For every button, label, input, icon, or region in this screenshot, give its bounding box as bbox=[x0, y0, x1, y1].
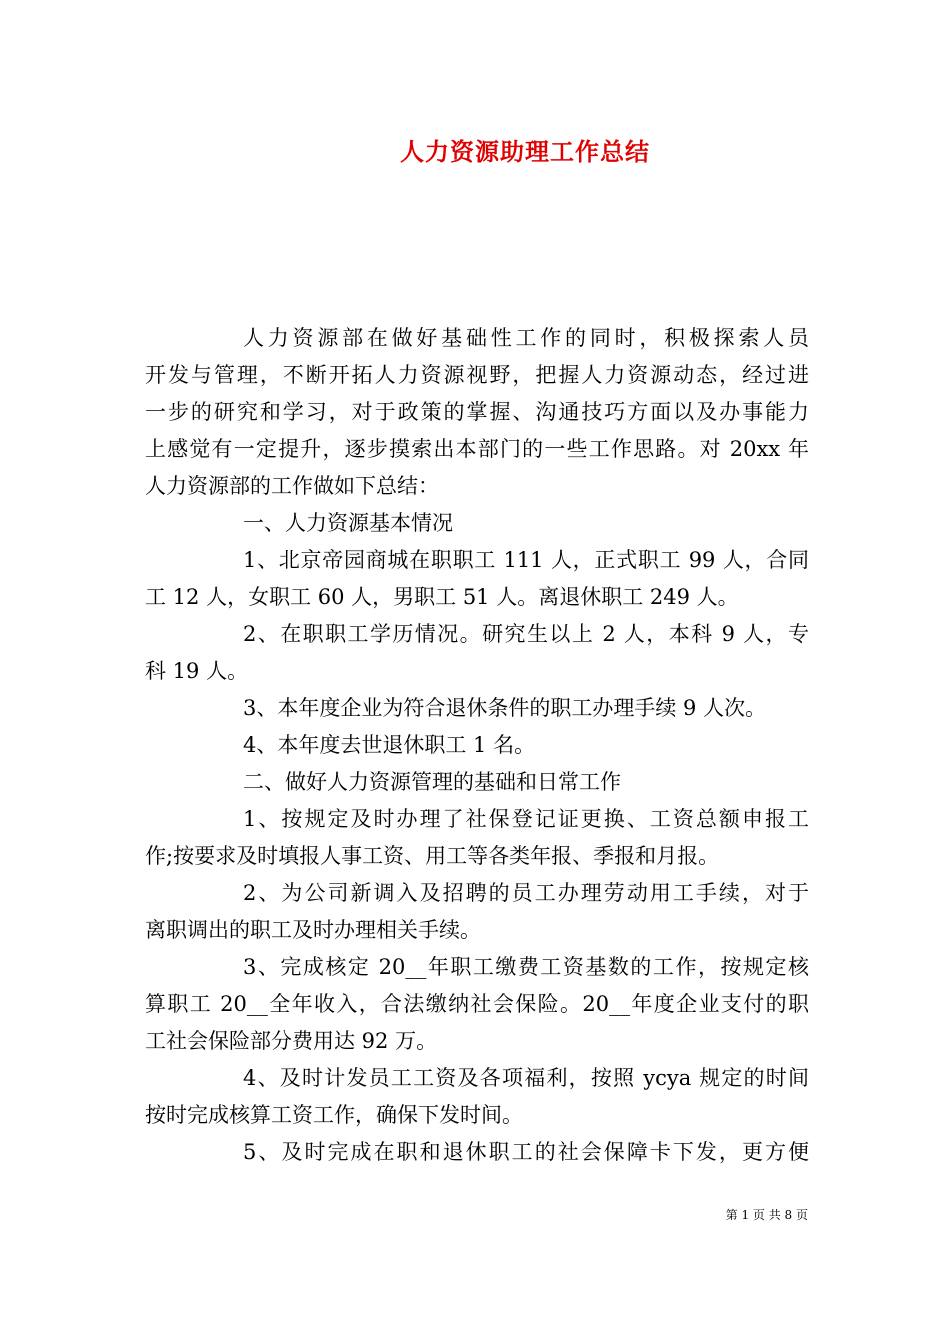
paragraph-line: 3、本年度企业为符合退休条件的职工办理手续 9 人次。 bbox=[243, 696, 767, 720]
paragraph-line: 算职工 20__全年收入，合法缴纳社会保险。20__年度企业支付的职 bbox=[145, 992, 809, 1016]
paragraph-line: 离职调出的职工及时办理相关手续。 bbox=[145, 918, 481, 942]
paragraph-line: 按时完成核算工资工作，确保下发时间。 bbox=[145, 1103, 523, 1127]
page-number-footer: 第 1 页 共 8 页 bbox=[725, 1208, 808, 1222]
paragraph-line: 工社会保险部分费用达 92 万。 bbox=[145, 1029, 438, 1053]
paragraph-line: 1、按规定及时办理了社保登记证更换、工资总额申报工 bbox=[243, 807, 809, 831]
paragraph-line: 人力资源部在做好基础性工作的同时，积极探索人员 bbox=[243, 326, 809, 350]
paragraph-line: 3、完成核定 20__年职工缴费工资基数的工作，按规定核 bbox=[243, 955, 809, 979]
paragraph-line: 2、为公司新调入及招聘的员工办理劳动用工手续，对于 bbox=[243, 881, 809, 905]
paragraph-line: 1、北京帝园商城在职职工 111 人，正式职工 99 人，合同 bbox=[243, 548, 809, 572]
paragraph-line: 2、在职职工学历情况。研究生以上 2 人，本科 9 人，专 bbox=[243, 622, 809, 646]
paragraph-line: 开发与管理，不断开拓人力资源视野，把握人力资源动态，经过进 bbox=[145, 363, 809, 387]
paragraph-line: 4、及时计发员工工资及各项福利，按照 ycya 规定的时间 bbox=[243, 1066, 809, 1090]
paragraph-line: 上感觉有一定提升，逐步摸索出本部门的一些工作思路。对 20xx 年 bbox=[145, 437, 809, 461]
document-title: 人力资源助理工作总结 bbox=[400, 137, 650, 166]
paragraph-line: 科 19 人。 bbox=[145, 659, 249, 683]
document-body bbox=[145, 320, 809, 1171]
paragraph-line: 工 12 人，女职工 60 人，男职工 51 人。离退休职工 249 人。 bbox=[145, 585, 739, 609]
section-heading: 一、人力资源基本情况 bbox=[243, 511, 453, 535]
paragraph-line: 一步的研究和学习，对于政策的掌握、沟通技巧方面以及办事能力 bbox=[145, 400, 809, 424]
paragraph-line: 4、本年度去世退休职工 1 名。 bbox=[243, 733, 536, 757]
section-heading: 二、做好人力资源管理的基础和日常工作 bbox=[243, 770, 621, 794]
paragraph-line: 5、及时完成在职和退休职工的社会保障卡下发，更方便 bbox=[243, 1140, 809, 1164]
paragraph-line: 人力资源部的工作做如下总结： bbox=[145, 474, 439, 498]
paragraph-line: 作;按要求及时填报人事工资、用工等各类年报、季报和月报。 bbox=[145, 844, 720, 868]
